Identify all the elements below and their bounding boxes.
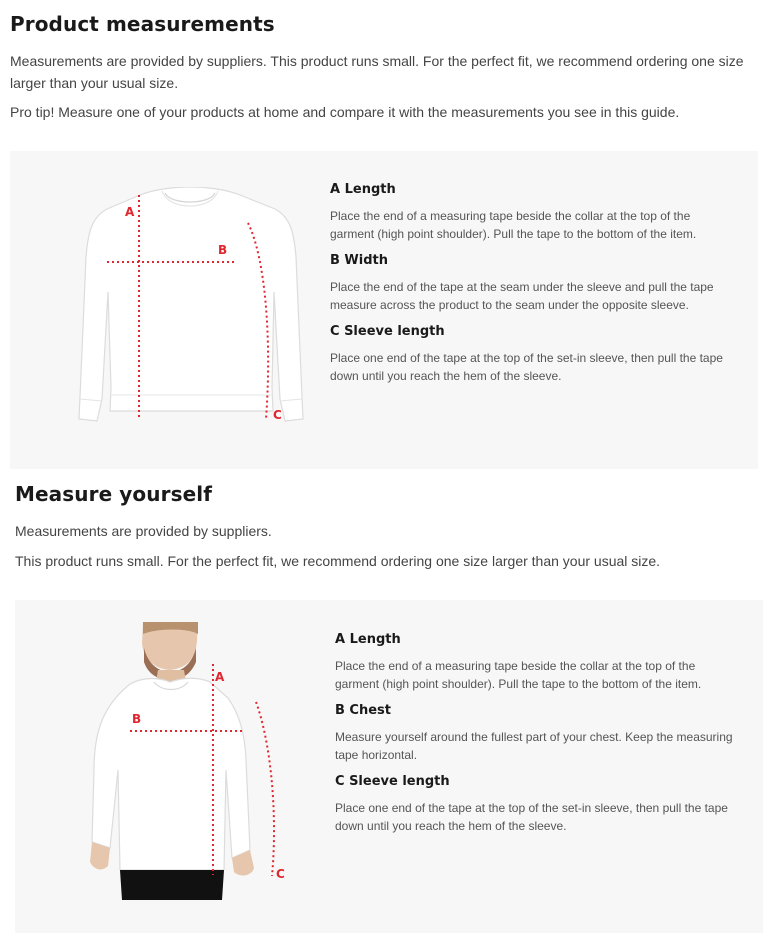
yourself-intro-text: Measurements are provided by suppliers. [15, 523, 272, 539]
yourself-measure-panel [15, 600, 763, 933]
model-measure-label-b: B [132, 712, 142, 726]
definition-title-sleeve: C Sleeve length [330, 324, 445, 339]
product-measurements-title: Product measurements [10, 12, 275, 36]
yourself-title-chest: B Chest [335, 703, 391, 718]
model-measure-line-c [256, 702, 274, 876]
definition-title-length: A Length [330, 182, 396, 197]
measure-label-a: A [125, 205, 135, 219]
sweatshirt-illustration [79, 187, 303, 421]
yourself-text-length: Place the end of a measuring tape beside the collar at the top of the garment (high point shoulder). Pull the tape to the bottom of the item. [335, 659, 702, 691]
yourself-title-sleeve: C Sleeve length [335, 774, 450, 789]
yourself-text-chest: Measure yourself around the fullest part of your chest. Keep the measuring tape horizontal. [335, 730, 733, 762]
definition-text-sleeve: Place one end of the tape at the top of the set-in sleeve, then pull the tape down until you reach the hem of the sleeve. [330, 351, 723, 383]
sweatshirt-diagram [70, 187, 310, 437]
product-measure-panel [10, 151, 758, 469]
model-measure-label-a: A [215, 670, 225, 684]
product-definitions [330, 182, 730, 395]
measure-label-b: B [218, 243, 228, 257]
model-illustration [90, 622, 254, 900]
definition-text-length: Place the end of a measuring tape beside the collar at the top of the garment (high point shoulder). Pull the tape to the bottom of the item. [330, 209, 697, 241]
measure-label-c: C [273, 408, 282, 422]
yourself-title-length: A Length [335, 632, 401, 647]
yourself-fit-text: This product runs small. For the perfect fit, we recommend ordering one size larger than your usual size. [15, 553, 661, 569]
yourself-definitions [335, 632, 740, 845]
model-diagram [70, 620, 300, 900]
measure-yourself-title: Measure yourself [15, 482, 213, 506]
definition-text-width: Place the end of the tape at the seam under the sleeve and pull the tape measure across the product to the seam under the opposite sleeve. [330, 280, 714, 312]
definition-title-width: B Width [330, 253, 389, 268]
product-pro-tip-text: Pro tip! Measure one of your products at home and compare it with the measurements you see in this guide. [10, 104, 680, 120]
yourself-text-sleeve: Place one end of the tape at the top of the set-in sleeve, then pull the tape down until you reach the hem of the sleeve. [335, 801, 728, 833]
model-measure-label-c: C [276, 867, 285, 881]
product-intro-text: Measurements are provided by suppliers. This product runs small. For the perfect fit, we recommend ordering one size larger than your usual size. [10, 53, 744, 91]
